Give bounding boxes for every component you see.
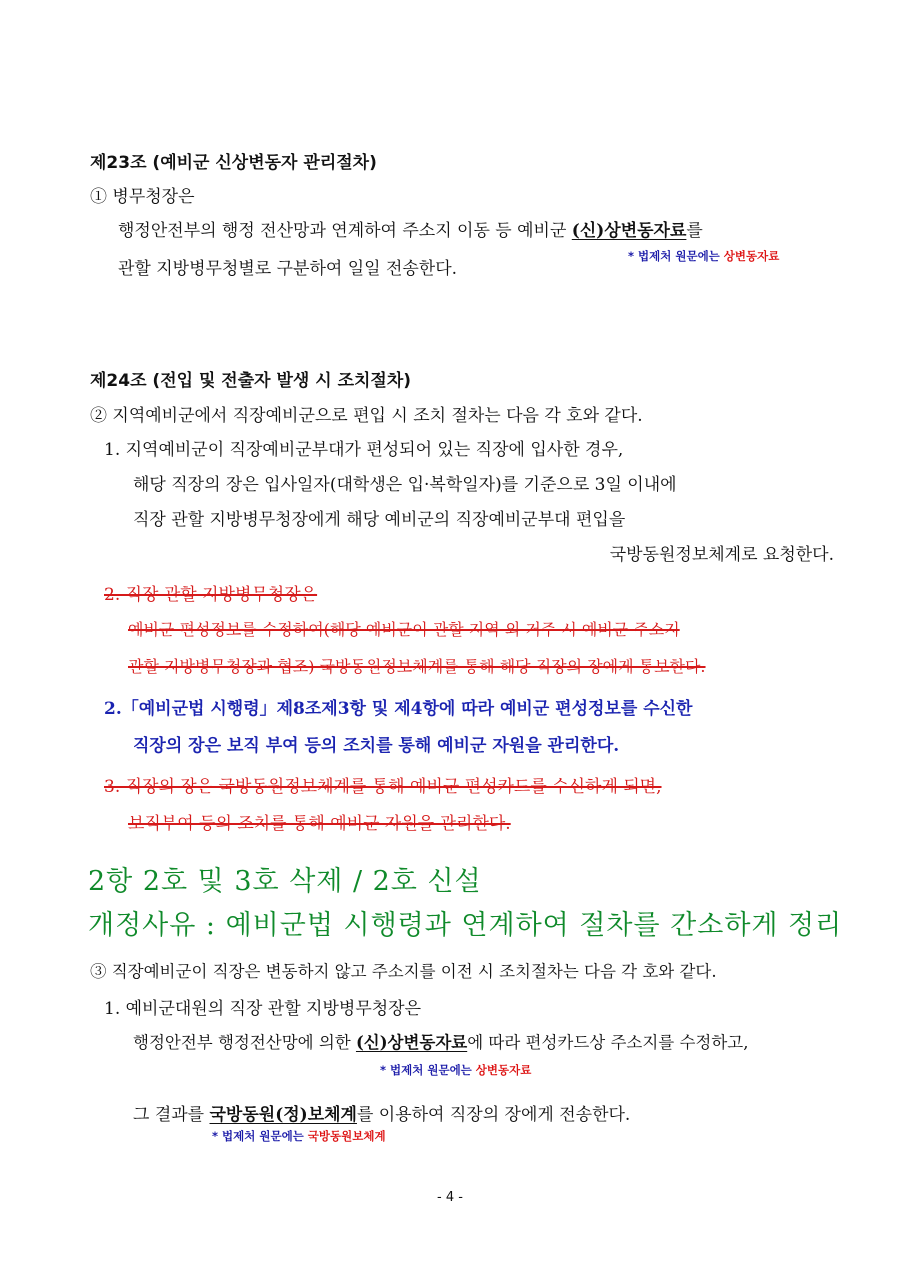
para-3-item-1-line-2 [133, 1029, 748, 1053]
highlighted-term: (신)상변동자료 [355, 1033, 468, 1052]
text-segment: 그 결과를 [133, 1105, 210, 1125]
para-3-item-1: 1. 예비군대원의 직장 관할 지방병무청장은 [104, 999, 422, 1019]
text-segment: 를 [686, 221, 703, 241]
article-23-line-1 [118, 216, 703, 241]
item-1-line-1: 1. 지역예비군이 직장예비군부대가 편성되어 있는 직장에 입사한 경우, [104, 440, 624, 460]
article-23-para-1: ① 병무청장은 [90, 187, 195, 207]
note-text: * 법제처 원문에는 [380, 1063, 476, 1077]
article-24-para-2: ② 지역예비군에서 직장예비군으로 편입 시 조치 절차는 다음 각 호와 같다. [90, 406, 643, 426]
item-1-line-3: 직장 관할 지방병무청장에게 해당 예비군의 직장예비군부대 편입을 [133, 510, 626, 530]
new-item-2-line-1: 2.「예비군법 시행령」제8조제3항 및 제4항에 따라 예비군 편성정보를 수신한 [104, 699, 693, 719]
note-original-term: 상변동자료 [475, 1063, 532, 1077]
amendment-summary: 2항 2호 및 3호 삭제 / 2호 신설 [88, 866, 482, 897]
note-original-term: 국방동원보체계 [307, 1129, 386, 1143]
deleted-item-3-line-1: 3. 직장의 장은 국방동원정보체계를 통해 예비군 편성카드를 수신하게 되면, [104, 777, 662, 797]
para-3-item-1-line-3 [133, 1100, 630, 1125]
amendment-reason: 개정사유 : 예비군법 시행령과 연계하여 절차를 간소하게 정리 [88, 910, 843, 941]
text-segment: 를 이용하여 직장의 장에게 전송한다. [356, 1105, 631, 1125]
article-23-heading: 제23조 (예비군 신상변동자 관리절차) [90, 153, 377, 173]
deleted-item-3-line-2: 보직부여 등의 조치를 통해 예비군 자원을 관리한다. [128, 814, 511, 834]
text-segment: 행정안전부 행정전산망에 의한 [133, 1033, 356, 1052]
item-1-line-4: 국방동원정보체계로 요청한다. [609, 545, 834, 565]
note-text: * 법제처 원문에는 [212, 1129, 308, 1143]
editor-note [628, 248, 779, 264]
highlighted-term: (신)상변동자료 [571, 221, 687, 241]
deleted-item-2-line-2: 예비군 편성정보를 수정하여(해당 예비군이 관할 지역 외 거주 시 예비군 주소지 [128, 620, 680, 639]
page-number: - 4 - [437, 1190, 463, 1205]
note-original-term: 상변동자료 [723, 249, 780, 263]
text-segment: 행정안전부의 행정 전산망과 연계하여 주소지 이동 등 예비군 [118, 221, 572, 241]
article-24-para-3: ③ 직장예비군이 직장은 변동하지 않고 주소지를 이전 시 조치절차는 다음 각 호와 같다. [90, 962, 717, 981]
editor-note [212, 1128, 386, 1144]
article-23-line-2: 관할 지방병무청별로 구분하여 일일 전송한다. [118, 259, 458, 279]
article-24-heading: 제24조 (전입 및 전출자 발생 시 조치절차) [90, 371, 412, 391]
new-item-2-line-2: 직장의 장은 보직 부여 등의 조치를 통해 예비군 자원을 관리한다. [133, 736, 620, 756]
editor-note [380, 1062, 531, 1078]
deleted-item-2-line-1: 2. 직장 관할 지방병무청장은 [104, 585, 318, 605]
highlighted-term: 국방동원(정)보체계 [209, 1105, 357, 1125]
item-1-line-2: 해당 직장의 장은 입사일자(대학생은 입·복학일자)를 기준으로 3일 이내에 [133, 475, 677, 495]
note-text: * 법제처 원문에는 [628, 249, 724, 263]
deleted-item-2-line-3: 관할 지방병무청장과 협조) 국방동원정보체계를 통해 해당 직장의 장에게 통보한다. [128, 657, 706, 676]
text-segment: 에 따라 편성카드상 주소지를 수정하고, [467, 1033, 749, 1052]
